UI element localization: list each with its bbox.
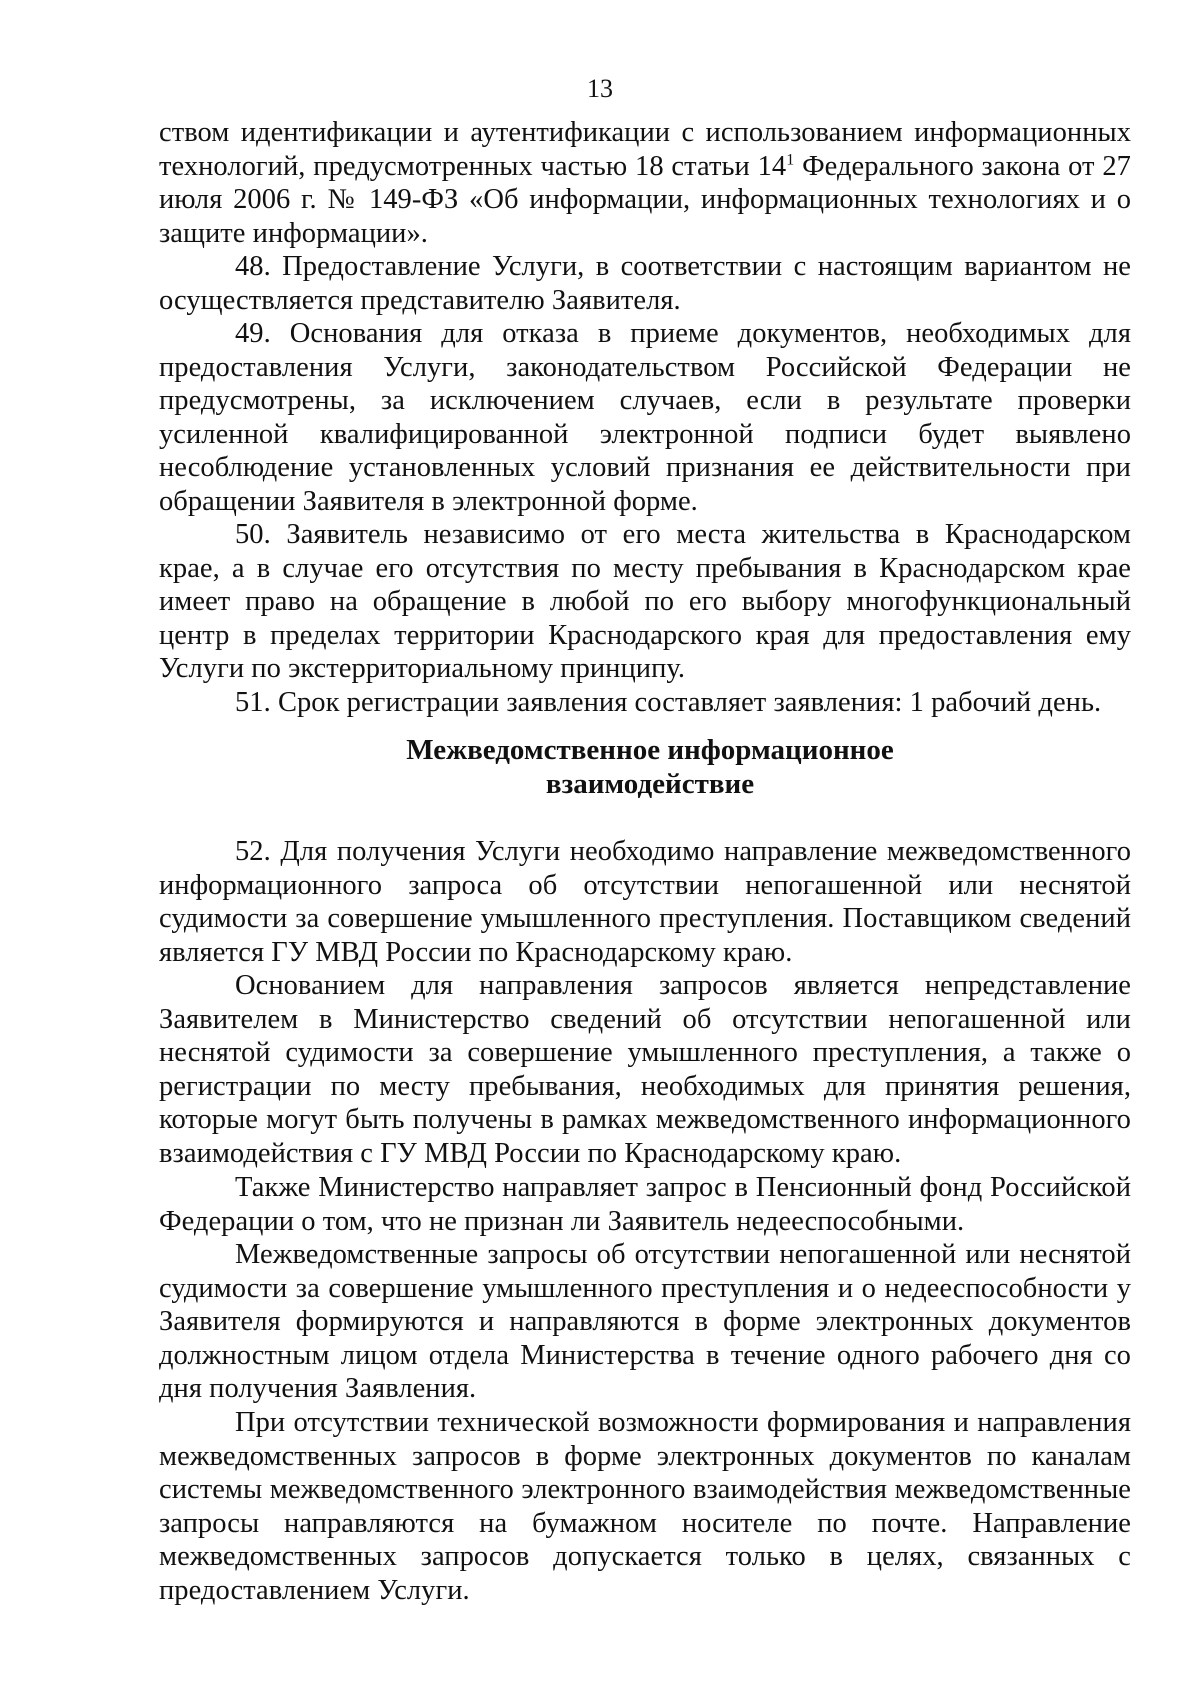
paragraph-paper-requests: При отсутствии технической возможности формирования и направления межведомственных запросов в форме электронных документов по каналам системы межведомственного электронного взаимодействия межведомственные запросы направляются на бумажном носителе по почте. Направление межведомственных запросов допускается только в целях, связанных с предоставлением Услуги. [159,1407,1131,1606]
paragraph-52: 52. Для получения Услуги необходимо направление межведомственного информационного запроса об отсутствии непогашенной или неснятой судимости за совершение умышленного преступления. Поставщиком сведений является ГУ МВД России по Краснодарскому краю. [159,836,1131,968]
paragraph-48: 48. Предоставление Услуги, в соответствии с настоящим вариантом не осуществляется представителю Заявителя. [159,251,1131,316]
superscript: 1 [786,151,795,168]
paragraph-text-after: Федерального закона от 27 июля 2006 г. № 149-ФЗ «Об информации, информационных технологиях и о защите информации». [159,150,1131,249]
paragraph-grounds: Основанием для направления запросов является непредставление Заявителем в Министерство сведений об отсутствии непогашенной или неснятой судимости за совершение умышленного преступления, а также о регистрации по месту пребывания, необходимых для принятия решения, которые могут быть получены в рамках межведомственного информационного взаимодействия с ГУ МВД России по Краснодарскому краю. [159,970,1131,1169]
section-heading-line-2: взаимодействие [545,767,755,800]
paragraph-interagency-requests: Межведомственные запросы об отсутствии непогашенной или неснятой судимости за совершение умышленного преступления и о недееспособности у Заявителя формируются и направляются в форме электронных документов должностным лицом отдела Министерства в течение одного рабочего дня со дня получения Заявления. [159,1239,1131,1404]
paragraph-49: 49. Основания для отказа в приеме документов, необходимых для предоставления Услуги, законодательством Российской Федерации не предусмотрены, за исключением случаев, если в результате проверки усиленной квалифицированной электронной подписи будет выявлено несоблюдение установленных условий признания ее действительности при обращении Заявителя в электронной форме. [159,318,1131,517]
paragraph-continuation [159,116,1131,250]
paragraph-pension-fund: Также Министерство направляет запрос в Пенсионный фонд Российской Федерации о том, что не признан ли Заявитель недееспособными. [159,1172,1131,1237]
paragraph-50: 50. Заявитель независимо от его места жительства в Краснодарском крае, а в случае его отсутствия по месту пребывания в Краснодарском крае имеет право на обращение в любой по его выбору многофункциональный центр в пределах территории Краснодарского края для предоставления ему Услуги по экстерриториальному принципу. [159,519,1131,684]
paragraph-51: 51. Срок регистрации заявления составляет заявления: 1 рабочий день. [235,687,1102,718]
section-heading [260,734,1040,801]
paragraph-text-before: ством идентификации и аутентификации с использованием информационных технологий, предусмотренных частью 18 статьи 14 [159,117,1131,182]
section-heading-line-1: Межведомственное информационное [406,734,894,766]
page-number: 13 [587,74,613,103]
